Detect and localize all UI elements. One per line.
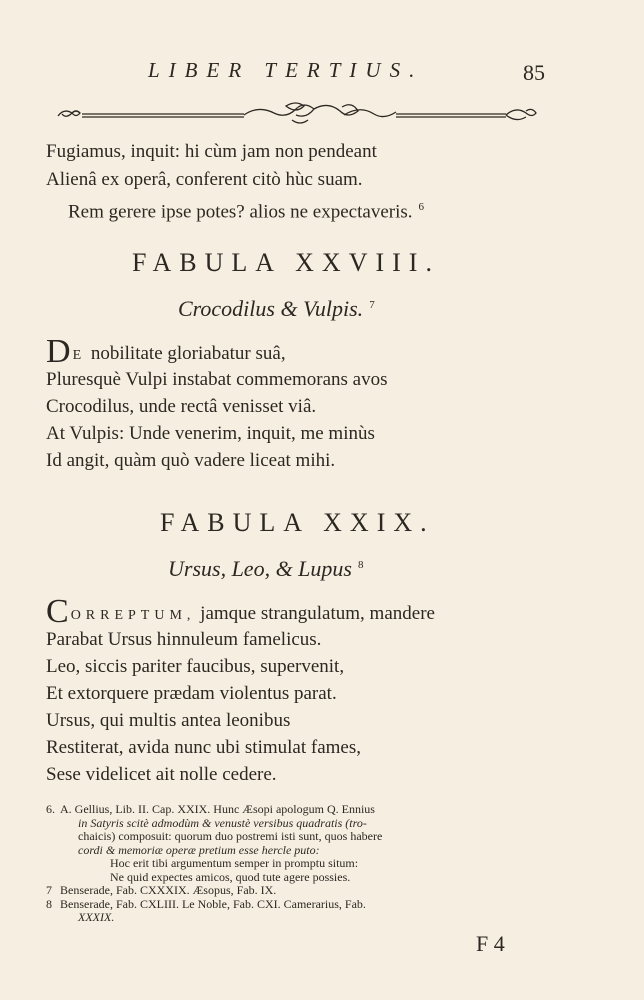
footnote-ref: 8: [357, 558, 364, 571]
footnote-text: Benserade, Fab. CXXXIX. Æsopus, Fab. IX.: [60, 883, 277, 897]
footnote-text: Benserade, Fab. CXLIII. Le Noble, Fab. CXI. Camerarius, Fab.: [60, 896, 366, 911]
small-caps: E: [72, 348, 87, 363]
verse-line: [46, 593, 435, 630]
footnote-line: cordi & memoriæ operæ pretium esse hercle puto:: [78, 842, 320, 857]
fable-subtitle: [178, 296, 375, 322]
drop-capital: C: [46, 593, 69, 630]
verse-text: nobilitate gloriabatur suâ,: [86, 343, 286, 364]
verse-line: Pluresquè Vulpi instabat commemorans avos: [46, 369, 388, 390]
verse-text: Rem gerere ipse potes? alios ne expectaveris.: [68, 201, 413, 223]
footnote-line: XXXIX.: [78, 910, 115, 924]
footnote-line: chaicis) composuit: quorum duo postremi isti sunt, quos habere: [78, 829, 383, 843]
footnote-line: Ne quid expectes amicos, quod tute agere possies.: [110, 869, 351, 884]
running-head: [0, 58, 644, 88]
footnote-line: [46, 884, 606, 898]
verse-line: Et extorquere prædam violentus parat.: [46, 683, 337, 704]
footnote-ref: 6: [418, 201, 424, 213]
footnote-line: [46, 803, 606, 817]
verse-line: [68, 195, 424, 224]
verse-line: Crocodilus, unde rectâ venisset viâ.: [46, 396, 317, 417]
footnotes: [46, 803, 606, 925]
footnote-text: A. Gellius, Lib. II. Cap. XXIX. Hunc Æsopi apologum Q. Ennius: [60, 802, 375, 816]
signature-mark: F 4: [476, 931, 505, 956]
fable-title: FABULA XXVIII.: [132, 248, 440, 277]
verse-line: Sese videlicet ait nolle cedere.: [46, 764, 277, 785]
footnote-mark: 6.: [46, 802, 55, 816]
fable-subtitle: [168, 556, 363, 582]
fable-subtitle-text: Crocodilus & Vulpis.: [178, 296, 364, 321]
page-number: 85: [523, 60, 545, 85]
fable-title: FABULA XXIX.: [160, 508, 435, 537]
footnote-mark: 8: [46, 896, 52, 911]
footnote-ref: 7: [369, 298, 375, 311]
small-caps: ORREPTUM,: [70, 608, 196, 623]
verse-text: jamque strangulatum, mandere: [195, 603, 435, 624]
verse-line: Id angit, quàm quò vadere liceat mihi.: [46, 450, 336, 471]
running-title: LIBER TERTIUS.: [148, 58, 424, 82]
verse-line: Fugiamus, inquit: hi cùm jam non pendeant: [46, 141, 377, 162]
verse-line: Alienâ ex operâ, conferent citò hùc suam.: [46, 169, 363, 190]
verse-line: Leo, siccis pariter faucibus, supervenit,: [46, 656, 345, 677]
footnote-mark: 7: [46, 883, 52, 897]
footnote-line: Hoc erit tibi argumentum semper in promptu situm:: [110, 856, 359, 870]
verse-line: Ursus, qui multis antea leonibus: [46, 710, 291, 731]
fable-subtitle-text: Ursus, Leo, & Lupus: [168, 556, 352, 581]
verse-line: At Vulpis: Unde venerim, inquit, me minùs: [46, 423, 375, 444]
drop-capital: D: [46, 333, 71, 370]
footnote-line: [46, 898, 606, 912]
ornamental-rule: [54, 100, 540, 128]
verse-line: Restiterat, avida nunc ubi stimulat fames,: [46, 737, 362, 758]
verse-line: Parabat Ursus hinnuleum famelicus.: [46, 629, 322, 650]
verse-line: [46, 333, 286, 370]
footnote-line: in Satyris scitè admodùm & venustè versibus quadratis (tro-: [78, 815, 367, 830]
